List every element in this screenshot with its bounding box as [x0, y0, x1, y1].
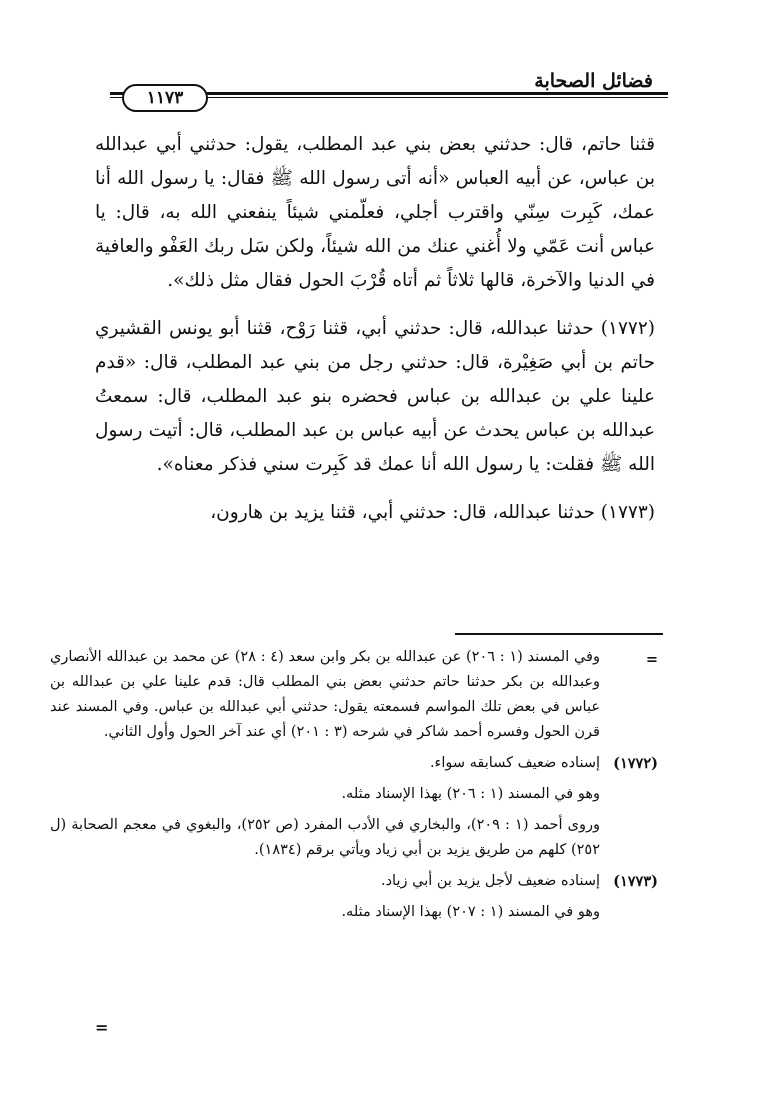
continuation-mark: =: [95, 1018, 109, 1037]
footnote-label: (١٧٧٣): [613, 873, 658, 890]
paragraph: (١٧٧٣) حدثنا عبدالله، قال: حدثني أبي، قثنا يزيد بن هارون،: [210, 502, 655, 523]
footnote-separator: [455, 633, 663, 635]
footnote-continued: [50, 813, 658, 863]
footnote-text: إسناده ضعيف لأجل يزيد بن أبي زياد.: [380, 873, 600, 889]
footnote-continued: [50, 900, 658, 925]
footnote-text: وهو في المسند (١ : ٢٠٧) بهذا الإسناد مثله.: [341, 904, 600, 920]
footnotes: [50, 645, 658, 931]
footnote-label: (١٧٧٢): [613, 755, 658, 772]
page-number: ١١٧٣: [146, 88, 184, 108]
footnote-text: إسناده ضعيف كسابقه سواء.: [429, 755, 600, 771]
footnote-text: وفي المسند (١ : ٢٠٦) عن عبدالله بن بكر وابن سعد (٤ : ٢٨) عن محمد بن عبدالله الأنصاري وعبدالله بن بكر حدثنا حاتم حدثني بعض بني المطلب قال: قدم علينا علي بن عبدالله بن عباس في بعض تلك المواسم فسمعته يقول: حدثني أبي عبدالله بن عباس. وفي المسند عند قرن الحول وفسره أحمد شاكر في شرحه (٣ : ٢٠١) أي عند آخر الحول وأول الثاني.: [50, 649, 600, 740]
running-header-title: فضائل الصحابة: [534, 70, 653, 92]
paragraph: (١٧٧٢) حدثنا عبدالله، قال: حدثني أبي، قثنا رَوْح، قثنا أبو يونس القشيري حاتم بن أبي صَغِيْرة، قال: حدثني رجل من بني عبد المطلب، قال: «قدم علينا علي بن عبدالله بن عباس فحضره بنو عبد المطلب، قال: سمعتُ عبدالله بن عباس يحدث عن أبيه عباس بن عبد المطلب، قال: أتيت رسول الله ﷺ فقلت: يا رسول الله أنا عمك قد كَبِرت سني فذكر معناه».: [95, 318, 655, 475]
paragraph: قثنا حاتم، قال: حدثني بعض بني عبد المطلب، يقول: حدثني أبي عبدالله بن عباس، عن أبيه العباس «أنه أتى رسول الله ﷺ فقال: يا رسول الله أنا عمك، كَبِرت سِنّي واقترب أجلي، فعلّمني شيئاً ينفعني الله به، قال: يا عباس أنت عَمّي ولا أُغني عنك من الله شيئاً، ولكن سَل ربك العَفْو والعافية في الدنيا والآخرة، قالها ثلاثاً ثم أتاه قُرْبَ الحول فقال مثل ذلك».: [95, 134, 655, 291]
footnote: [50, 869, 658, 894]
footnote-continued: [50, 782, 658, 807]
footnote-text: وهو في المسند (١ : ٢٠٦) بهذا الإسناد مثله.: [341, 786, 600, 802]
footnote: [50, 751, 658, 776]
footnote-label: =: [645, 651, 658, 668]
page-number-badge: [122, 84, 208, 112]
footnote-text: وروى أحمد (١ : ٢٠٩)، والبخاري في الأدب المفرد (ص ٢٥٢)، والبغوي في معجم الصحابة (ل ٢٥٢) كلهم من طريق يزيد بن أبي زياد ويأتي برقم (١٨٣٤).: [50, 817, 601, 858]
footnote: [50, 645, 658, 745]
main-text: [95, 128, 655, 530]
